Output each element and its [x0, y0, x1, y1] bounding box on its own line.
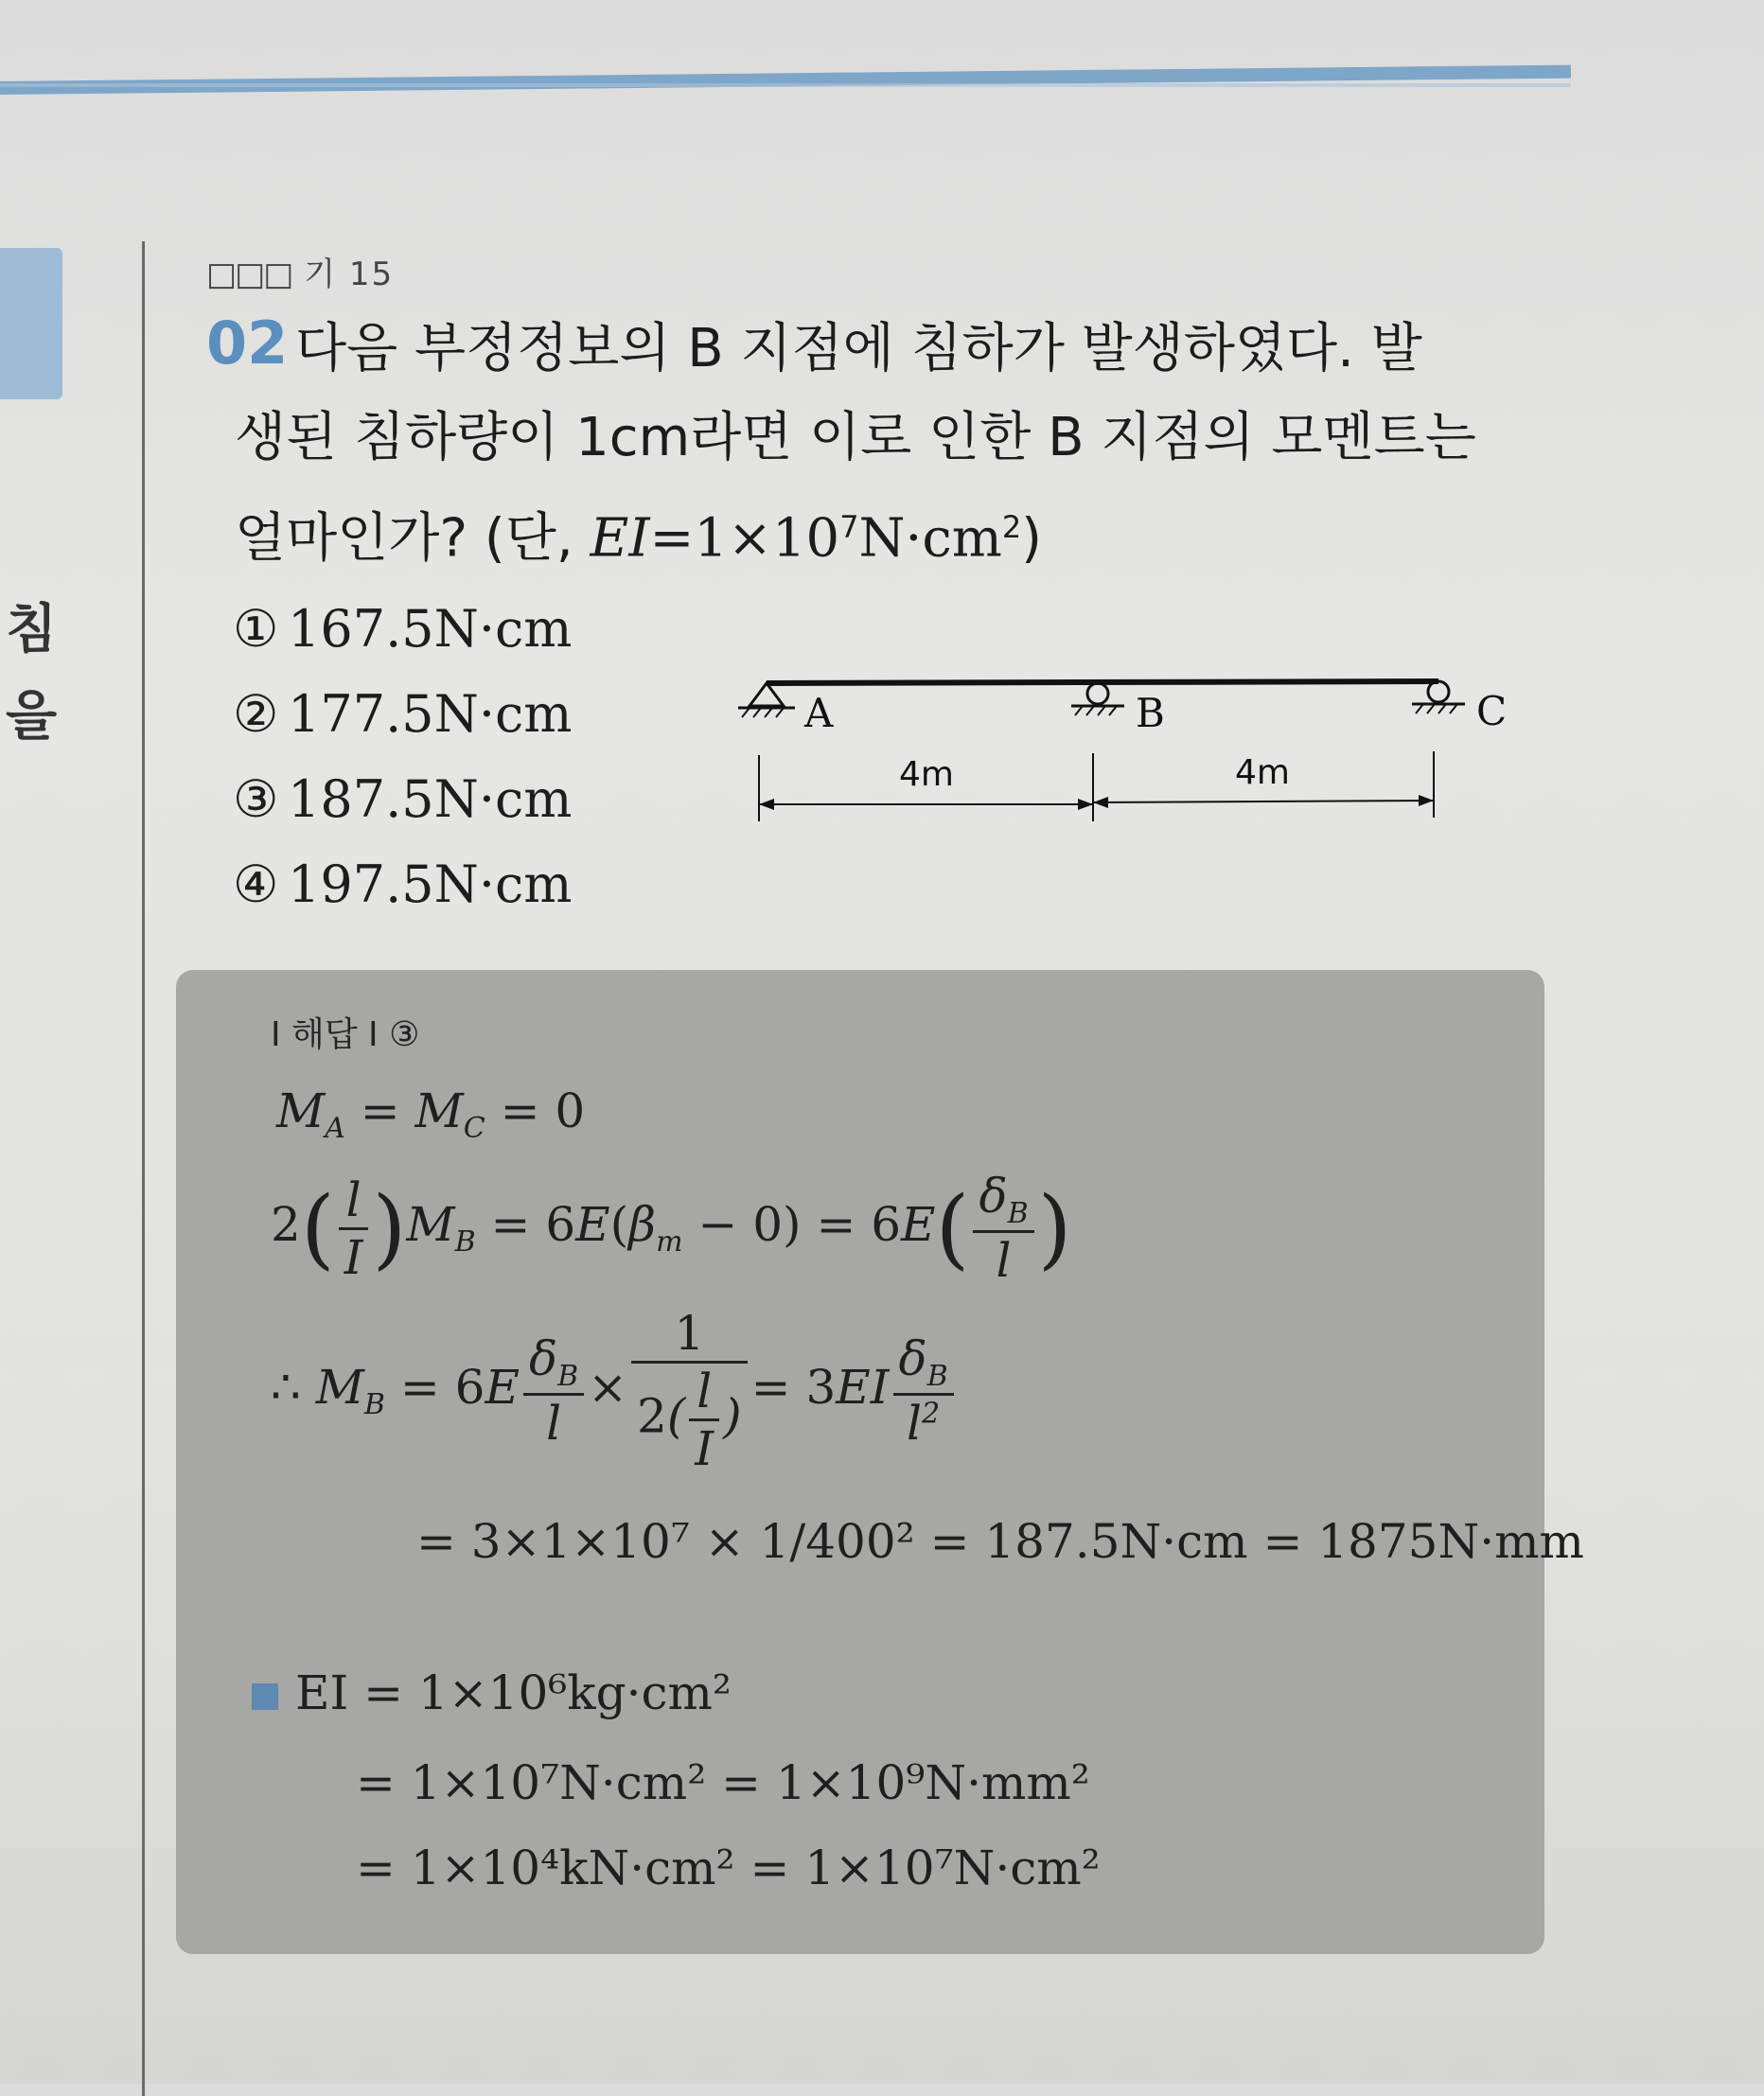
choice-1[interactable]: [233, 587, 572, 672]
q3-eq: =1×10: [649, 507, 840, 570]
note-line-3: [356, 1841, 1101, 1895]
roller-support-icon: [1412, 681, 1465, 713]
roller-support-icon: [1071, 683, 1124, 715]
margin-char-1: 침: [6, 599, 58, 661]
label-b: B: [1136, 690, 1165, 736]
page-header-shadow: [0, 83, 1571, 87]
column-divider: [142, 241, 145, 2096]
question-meta: [206, 248, 394, 294]
q3-prefix: 얼마인가? (단,: [235, 507, 591, 570]
choice-text: 187.5N·cm: [288, 769, 573, 829]
choice-text: 177.5N·cm: [288, 684, 573, 744]
q3-unit: N·cm: [858, 507, 1002, 570]
choice-4[interactable]: [233, 842, 572, 927]
question-line-1: 다음 부정정보의 B 지점에 침하가 발생하였다. 발: [295, 318, 1422, 379]
final-result: = 3×1×10⁷ × 1/400² = 187.5N·cm = 1875N·mm: [416, 1514, 1584, 1569]
solution-box: [176, 970, 1584, 1954]
q3-exp: 7: [839, 509, 859, 545]
label-a: A: [804, 690, 834, 736]
eq1-sub-c: C: [463, 1112, 485, 1145]
equation-final: [416, 1514, 1584, 1569]
note-bullet-icon: [252, 1683, 278, 1710]
beam-diagram: [719, 662, 1514, 833]
choice-mark: ②: [233, 684, 279, 744]
eq1-m: M: [276, 1083, 326, 1138]
exam-tag: 기 15: [304, 255, 395, 293]
q3-ei: EI: [590, 507, 650, 570]
span-2-label: 4m: [1235, 753, 1290, 792]
span-1-label: 4m: [899, 755, 954, 794]
note-line-2: [356, 1755, 1090, 1810]
eq1-mid: = M: [344, 1083, 464, 1138]
dimension-lines: [759, 751, 1434, 821]
note-3: = 1×10⁴kN·cm² = 1×10⁷N·cm²: [356, 1841, 1101, 1895]
question-line-2: 생된 침하량이 1cm라면 이로 인한 B 지점의 모멘트는: [235, 407, 1476, 468]
choice-3[interactable]: [233, 757, 572, 842]
choice-mark: ①: [233, 599, 279, 659]
note-line-1: [252, 1665, 732, 1720]
choice-text: 167.5N·cm: [288, 599, 573, 659]
choice-text: 197.5N·cm: [288, 854, 573, 914]
q3-unit-exp: 2: [1001, 509, 1022, 545]
question-number: 02: [206, 308, 289, 378]
checkbox-icons: □□□: [206, 255, 292, 293]
equation-1: [276, 1083, 585, 1145]
margin-text: [6, 587, 57, 761]
eq1-end: = 0: [485, 1083, 586, 1138]
chapter-tab: [0, 248, 62, 399]
page-header-rule: [0, 0, 1571, 95]
margin-char-2: 을: [6, 686, 58, 748]
equation-2: 2( $\frac{l}{I}$ )$M_B = 6E(\beta_m - 0) = 6E$( $\frac{\delta_B}{l}$ ): [271, 1169, 1072, 1288]
choice-mark: ③: [233, 769, 279, 829]
note-1: EI = 1×10⁶kg·cm²: [295, 1665, 732, 1720]
solution-header: I 해답 I ③: [271, 1015, 420, 1054]
note-2: = 1×10⁷N·cm² = 1×10⁹N·mm²: [356, 1755, 1090, 1810]
equation-3: ∴ $M_B = 6E$ $\frac{\delta_B}{l}$ × 1 2( $\frac{l}{I}$ ) = 3EI $\frac{\delta_B}{l^2}$: [271, 1306, 958, 1476]
question-line-3: [235, 483, 1554, 584]
eq1-sub-a: A: [325, 1112, 345, 1145]
choice-2[interactable]: [233, 672, 572, 757]
pin-support-icon: [738, 683, 795, 717]
q3-suffix: ): [1021, 507, 1043, 570]
choice-mark: ④: [233, 854, 279, 914]
label-c: C: [1476, 688, 1508, 734]
answer-choices: [233, 587, 572, 927]
